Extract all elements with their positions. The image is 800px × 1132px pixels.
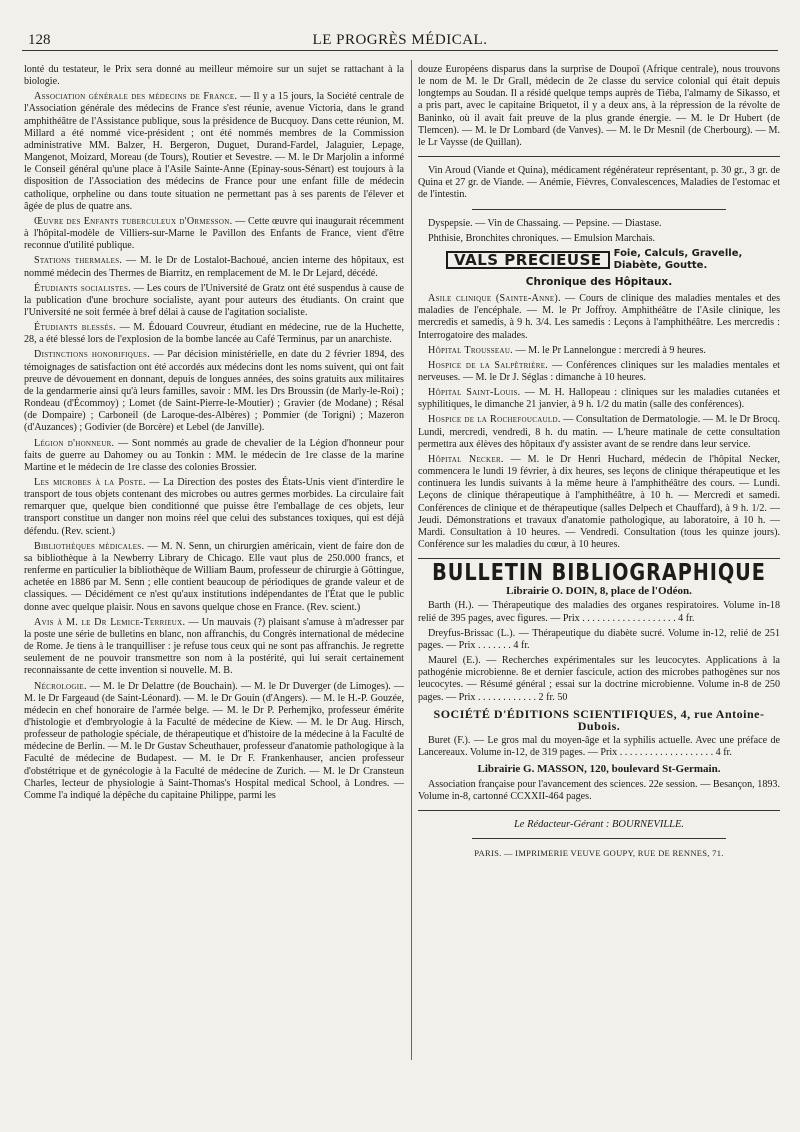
publisher-heading: Librairie O. DOIN, 8, place de l'Odéon. — [506, 585, 692, 598]
column-divider — [411, 60, 412, 1060]
bibliography-entry: Maurel (E.). — Recherches expérimentales sur les leucocytes. Applications à la pathogénie microbienne. 8e et dernier fascicule, action des microbes pathogènes sur nos leucocytes. — Résumé général ; essai sur la doctrine microbienne. Volume in-8 de 250 pages. — Prix . . . . . . . . . . . . 2 fr. 50 — [418, 655, 780, 703]
advertisement-vals — [446, 248, 780, 272]
paragraph: lonté du testateur, le Prix sera donné au meilleur mémoire sur un sujet se rattachant à la biologie. — [24, 64, 404, 88]
bibliography-entry: Buret (F.). — Le gros mal du moyen-âge et la syphilis actuelle. Avec une préface de Lancereaux. Volume in-12, de 319 pages. — Prix . . . . . . . . . . . . . . . . . . . 4 fr. — [418, 735, 780, 759]
separator-rule — [472, 209, 725, 210]
vals-logo: VALS PRÉCIEUSE — [446, 251, 610, 269]
chronique-item: Hôpital Necker. — M. le Dr Henri Huchard, médecin de l'hôpital Necker, commencera le lundi 19 février, à dix heures, ses leçons de clinique thérapeutique et les continuera les lundis suivants à la même heure à l'amphithéâtre des cours. — Lundi. Leçons de clinique thérapeutique à l'amphithéâtre, à 10 h. — Mercredi et samedi. Conférences de clinique et de thérapeutique (salles Delpech et Chauffard), à 9 h. 1/2. — Jeudi. Démonstrations et travaux d'anatomie pathologique, au laboratoire, à 10 h. — Mardi. Consultation à 10 heures. — Vendredi. Consultation (tous les quinze jours). Conférence sur les maladies du cœur, à 10 heures. — [418, 453, 780, 550]
advertisement-dyspepsie: Dyspepsie. — Vin de Chassaing. — Pepsine. — Diastase. — [428, 217, 662, 229]
paragraph: Association générale des médecins de France. — Il y a 15 jours, la Société centrale de l'Association générale des médecins de France s'est réunie, avenue Victoria, dans le grand amphithéâtre de l'Assistance publique, sous la présidence de Bucquoy. Dans cette réunion, M. Millard a été nommé vice-président ; ont été nommés membres de la Commission administrative MM. Balzer, H. Bergeron, Duguet, Durand-Fardel, Jalaguier, Lepage, Mangenot, Moizard, Moreau (de Tours), Routier et Sevestre. — M. le Dr Marjolin a informé le Conseil général qu'une place à l'Asile Sainte-Anne (Epinay-sous-Sénart) est toujours à la disposition de l'Association des médecins de France pour une enfant fille de médecin catholique, orpheline ou dans toute situation ne permettant pas à ses parents de l'élever et âgée de plus de quatre ans. — [24, 91, 404, 212]
paragraph: Œuvre des Enfants tuberculeux d'Ormesson. — Cette œuvre qui inaugurait récemment à l'hôpital-modèle de Villiers-sur-Marne le Pavillon des Enfants de France, vient d'être reconnue d'utilité publique. — [24, 215, 405, 252]
separator-rule — [418, 156, 780, 157]
chronique-item: Hospice de la Salpêtrière. — Conférences cliniques sur les maladies mentales et nerveuses. — M. le Dr J. Séglas : dimanche à 10 heures. — [418, 359, 780, 383]
paragraph: Étudiants socialistes. — Les cours de l'Université de Gratz ont été suspendus à cause de la publication d'une brochure socialiste, ayant pour auteurs des étudiants. On craint que l'Université ne soit fermée à bref délai à cause de l'agitation socialiste. — [24, 282, 404, 318]
bibliography-entry: Dreyfus-Brissac (L.). — Thérapeutique du diabète sucré. Volume in-12, relié de 251 pages. — Prix . . . . . . . 4 fr. — [418, 627, 780, 651]
advertisement-vin-aroud: Vin Aroud (Viande et Quina), médicament régénérateur représentant, p. 30 gr., 3 gr. de Quina et 27 gr. de Viande. — Anémie, Fièvres, Convalescences, Maladies de l'estomac et de l'intestin. — [418, 165, 780, 201]
publisher-heading: SOCIÉTÉ D'ÉDITIONS SCIENTIFIQUES, 4, rue Antoine-Dubois. — [433, 706, 765, 733]
chronique-item: Asile clinique (Sainte-Anne). — Cours de clinique des maladies mentales et des maladies de l'encéphale. — M. le Pr Joffroy. Amphithéâtre de l'Asile clinique, les mercredis et samedis, à 9 h. 3/4. Les samedis : Leçons à l'amphithéâtre. Les mercredis : Interrogatoire des malades. — [418, 293, 781, 341]
separator-rule — [418, 810, 780, 811]
separator-rule — [472, 838, 725, 839]
printer-imprint: PARIS. — IMPRIMERIE VEUVE GOUPY, RUE DE RENNES, 71. — [474, 847, 724, 858]
right-column — [418, 64, 780, 859]
paragraph: Les microbes à la Poste. — La Direction des postes des États-Unis vient d'interdire le transport de tous objets contenant des microbes ou autres germes morbides. La circulaire fait remarquer que, quelque bien conditionné que puisse être l'emballage de ces objets, leur transport constitue un danger non moins réel que celui des substances toxiques, qui est déjà défendu. (Rev. scient.) — [24, 477, 404, 537]
paragraph: douze Européens disparus dans la surprise de Doupoï (Afrique centrale), nous trouvons le nom de M. le Dr Grall, médecin de 2e classe du service colonial qui était depuis longtemps au Soudan. Il a résidé quelque temps auprès de Tiéba, l'almamy de Sikasso, et a pris part, avec le capitaine Briquetot, il y a deux ans, à la répression de la révolte de Baninko, où il avait fait preuve de la plus grande énergie. — M. le Dr Hubert (de Tlemcen). — M. le Dr Lombard (de Vanves). — M. le Dr Mesnil (de Cherbourg). — M. le Lr Vaysse (de Quillan). — [418, 64, 780, 148]
paragraph: Bibliothèques médicales. — M. N. Senn, un chirurgien américain, vient de faire don de sa bibliothèque à la Newberry Library de Chicago. Elle vaut plus de 250.000 francs, et renferme en particulier la bibliothèque de William Baum, professeur de chirurgie à Göttingue, achetée en 1886 par M. Senn ; elle contient beaucoup de périodiques de grande valeur et de classiques. — Décidément ce n'est qu'aux institutions indépendantes de l'État que le public donne avec quelque plaisir. Nous en savons quelque chose en France. (Rev. scient.) — [24, 540, 404, 613]
paragraph: Étudiants blessés. — M. Édouard Couvreur, étudiant en médecine, rue de la Huchette, 28, a été blessé lors de l'explosion de la bombe lancée au Café Terminus, par un anarchiste. — [24, 322, 404, 346]
paragraph: Légion d'honneur. — Sont nommés au grade de chevalier de la Légion d'honneur pour faits de guerre au Dahomey ou au Tonkin : MM. le médecin de 1re classe de la marine Martine et le médecin de 1re classe des colonies Brossier. — [24, 437, 405, 473]
vals-indications: Foie, Calculs, Gravelle, Diabète, Goutte. — [613, 247, 743, 271]
chronique-item: Hôpital Saint-Louis. — M. H. Hallopeau : cliniques sur les maladies cutanées et syphilitiques, le dimanche 21 janvier, à 9 h. 1/2 du matin (salle des conférences). — [418, 387, 781, 411]
chronique-title: Chronique des Hôpitaux. — [525, 275, 673, 288]
page-number: 128 — [28, 32, 51, 48]
chronique-item: Hospice de la Rochefoucauld. — Consultation de Dermatologie. — M. le Dr Brocq. Lundi, mercredi, vendredi, 8 h. du matin. — L'heure matinale de cette consultation permettra aux élèves des hôpitaux d'y assister avant de se rendre dans leur service. — [418, 414, 780, 450]
paragraph: Distinctions honorifiques. — Par décision ministérielle, en date du 2 février 1894, des témoignages de satisfaction ont été accordés aux médecins dont les noms suivent, qui ont fait preuve de dévouement en donnant, depuis de longues années, des soins gratuits aux militaires de la gendarmerie ainsi qu'à leurs familles, savoir : MM. les Drs Broussin (de Marly-le-Roi) ; Rondeau (d'Écommoy) ; Lomet (de Saint-Pierre-le-Moutier) ; Gravier (de Modane) ; Résal (de Dompaire) ; Carboneil (de Laroque-des-Albères) ; Pommier (de Torigni) ; Mazeron (d'Auzances) ; Godivier (de Borcère) et Lebel (de Janville). — [24, 349, 404, 434]
advertisement-phthisie: Phthisie, Bronchites chroniques. — Emulsion Marchais. — [428, 232, 656, 244]
bibliography-entry: Barth (H.). — Thérapeutique des maladies des organes respiratoires. Volume in-18 relié de 395 pages, avec figures. — Prix . . . . . . . . . . . . . . . . . . . 4 fr. — [418, 600, 780, 624]
journal-title: LE PROGRÈS MÉDICAL. — [312, 32, 488, 48]
chronique-item: Hôpital Trousseau. — M. le Pr Lannelongue : mercredi à 9 heures. — [428, 344, 706, 356]
left-column — [24, 64, 404, 805]
paragraph: Nécrologie. — M. le Dr Delattre (de Bouchain). — M. le Dr Duverger (de Limoges). — M. le Dr Fargeaud (de Saint-Léonard). — M. le Dr Gouin (d'Angers). — M. le H.-P. Gouzée, médecin en chef honoraire de l'armée belge. — M. le Dr P. Perhemjko, professeur émérite d'histologie et d'embryologie à la Faculté de médecine de Kiew. — M. le Dr Aug. Hirsch, professeur de pathologie spéciale, de thérapeutique et d'histoire de la médecine à la Faculté de médecine de Berlin. — M. le Dr Gustav Scheuthauer, professeur d'anatomie pathologique à la Faculté de médecine de Budapest. — M. le Dr F. Frankenhauser, ancien professeur d'obstétrique et de gynécologie à la Faculté de médecine de Zurich. — M. le Dr Cransteun Charles, lecteur de physiologie à Saint-Thomas's Hospital medical School, à Londres. — Comme l'a indiqué la dépêche du capitaine Philippe, parmi les — [24, 680, 404, 801]
publisher-heading: Librairie G. MASSON, 120, boulevard St-Germain. — [477, 763, 721, 776]
bibliography-entry: Association française pour l'avancement des sciences. 22e session. — Besançon, 1893. Volume in-8, cartonné CCXXII-464 pages. — [418, 778, 780, 802]
paragraph: Avis à M. le Dr Lemice-Terrieux. — Un mauvais (?) plaisant s'amuse à m'adresser par la poste une série de bulletins en blanc, non affranchis, du Congrès international de médecine de Rome. Je tiens à le tranquilliser : je refuse tous ceux qui ne sont pas affranchis. Je regrette seulement de ne pouvoir transmettre son nom à la postérité, qui lui serait certainement reconnaissante de cette invention si nouvelle. M. B. — [24, 616, 404, 677]
editor-signature: Le Rédacteur-Gérant : BOURNEVILLE. — [513, 818, 685, 830]
paragraph: Stations thermales. — M. le Dr de Lostalot-Bachoué, ancien interne des hôpitaux, est nommé médecin des Thermes de Biarritz, en remplacement de M. le Dr Lejard, décédé. — [24, 255, 405, 279]
separator-rule — [418, 558, 780, 559]
bulletin-title: BULLETIN BIBLIOGRAPHIQUE — [432, 560, 766, 587]
page-header — [22, 30, 778, 51]
